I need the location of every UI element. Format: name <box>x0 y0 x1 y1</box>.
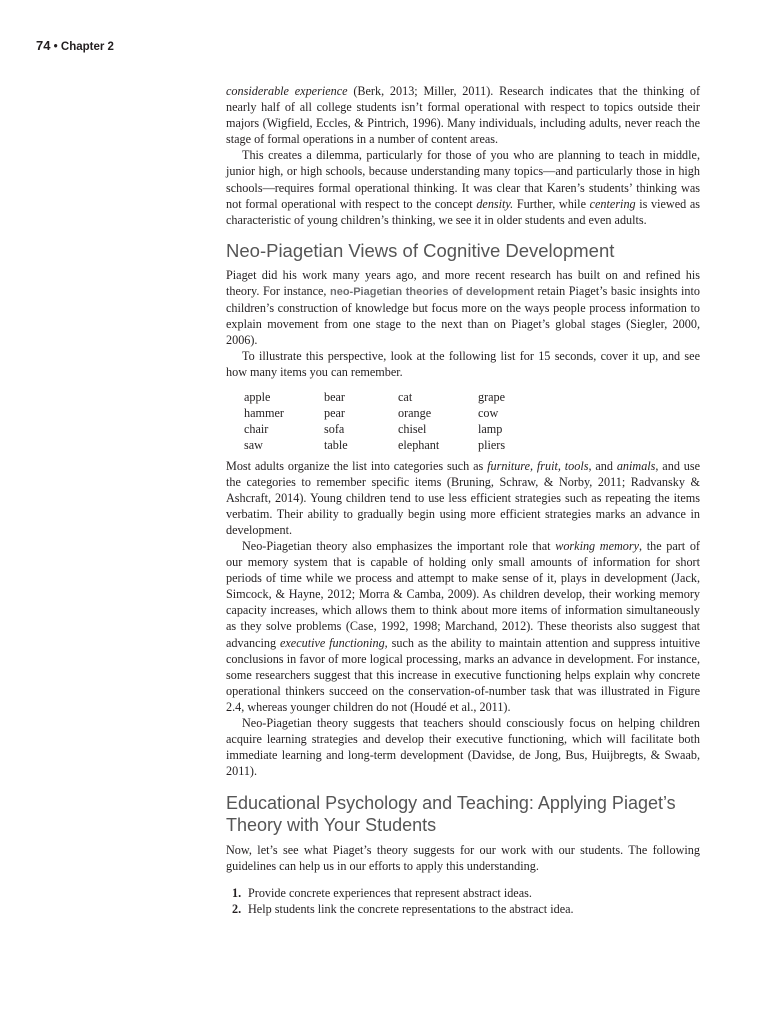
paragraph-8: Now, let’s see what Piaget’s theory suggests for our work with our students. The following guidelines can help us in our efforts to apply this understanding. <box>226 843 700 874</box>
list-item: saw <box>244 437 263 452</box>
list-item: grape <box>478 389 506 404</box>
paragraph-1: considerable experience (Berk, 2013; Miller, 2011). Research indicates that the thinking of nearly half of all college students isn’t formal operational with respect to topics outside their majors (Wigfield, Eccles, & Pintrich, 1996). Many individuals, including adults, never reach the stage of formal operations in a number of content areas. <box>226 84 700 147</box>
guideline-item: 1. Provide concrete experiences that represent abstract ideas. <box>232 885 532 900</box>
list-item: elephant <box>398 437 440 452</box>
list-item: cow <box>478 405 499 420</box>
list-item: orange <box>398 405 432 420</box>
list-item: bear <box>324 389 345 404</box>
list-item: lamp <box>478 421 503 436</box>
list-item: cat <box>398 389 413 404</box>
page-number: 74 <box>36 38 51 53</box>
word-list <box>244 389 700 453</box>
list-item: table <box>324 437 348 452</box>
list-item: pliers <box>478 437 506 452</box>
paragraph-3: Piaget did his work many years ago, and more recent research has built on and refined his theory. For instance, neo-Piagetian theories of development retain Piaget’s basic insights into children’s construction of knowledge but focus more on the ways people process information to explain movement from one stage to the next than on Piaget’s global stages (Siegler, 2000, 2006). <box>226 267 700 348</box>
guideline-number: 2. <box>232 901 242 916</box>
list-item: chisel <box>398 421 427 436</box>
text-column <box>226 83 700 917</box>
paragraph-6: Neo-Piagetian theory also emphasizes the important role that working memory, the part of our memory system that is capable of holding only small amounts of information for short periods of time while we process and attempt to make sense of it, plays in development (Jack, Simcock, & Hayne, 2012; Morra & Camba, 2009). As children develop, their working memory capacity increases, which allows them to think about more items of information simultaneously as they solve problems (Case, 1992, 1998; Marchand, 2012). These theorists also suggest that advancing executive functioning, such as the ability to maintain attention and suppress intuitive conclusions in favor of more logical processing, marks an advance in development. For instance, some researchers suggest that this increase in executive functioning helps explain why concrete operational thinkers succeed on the conservation-of-number task that was illustrated in Figure 2.4, whereas younger children do not (Houdé et al., 2011). <box>226 538 700 714</box>
list-item: apple <box>244 389 271 404</box>
guideline-list <box>226 885 700 917</box>
section-heading-applying-piaget: Educational Psychology and Teaching: Applying Piaget’s Theory with Your Students <box>226 793 676 836</box>
header-separator: • <box>50 41 61 53</box>
paragraph-2: This creates a dilemma, particularly for those of you who are planning to teach in middle, junior high, or high schools, because understanding many topics—and particularly those in high schools—requires formal operational thinking. It was clear that Karen’s students’ thinking was not formal operational with respect to the concept density. Further, while centering is viewed as characteristic of young children’s thinking, we see it in older students and even adults. <box>226 148 700 227</box>
emphasis: density. <box>476 196 514 211</box>
emphasis: centering <box>589 196 636 211</box>
section-heading-neo-piagetian: Neo-Piagetian Views of Cognitive Development <box>226 239 615 261</box>
running-header <box>36 38 114 53</box>
emphasis: executive functioning, <box>279 635 388 650</box>
list-item: sofa <box>324 421 345 436</box>
list-item: hammer <box>244 405 284 420</box>
emphasis: animals <box>616 458 656 473</box>
emphasis: working memory <box>555 538 640 553</box>
key-term: neo-Piagetian theories of development <box>330 285 534 298</box>
guideline-item: 2. Help students link the concrete representations to the abstract idea. <box>232 901 574 916</box>
list-item: pear <box>324 405 345 420</box>
guideline-number: 1. <box>232 885 242 900</box>
paragraph-7: Neo-Piagetian theory suggests that teachers should consciously focus on helping children acquire learning strategies and develop their executive functioning, which will facilitate both immediate learning and long-term development (Davidse, de Jong, Bus, Huijbregts, & Swaab, 2011). <box>226 716 700 779</box>
list-item: chair <box>244 421 269 436</box>
chapter-label: Chapter 2 <box>60 41 114 53</box>
emphasis: considerable experience <box>226 84 348 98</box>
emphasis: furniture, fruit, tools, <box>487 458 592 473</box>
paragraph-4: To illustrate this perspective, look at the following list for 15 seconds, cover it up, and see how many items you can remember. <box>226 349 700 380</box>
paragraph-5: Most adults organize the list into categories such as furniture, fruit, tools, and animals, and use the categories to remember specific items (Bruning, Schraw, & Norby, 2011; Radvansky & Ashcraft, 2014). Young children tend to use less efficient strategies such as repeating the items verbatim. Their ability to gradually begin using more efficient strategies marks an advance in development. <box>226 458 700 537</box>
